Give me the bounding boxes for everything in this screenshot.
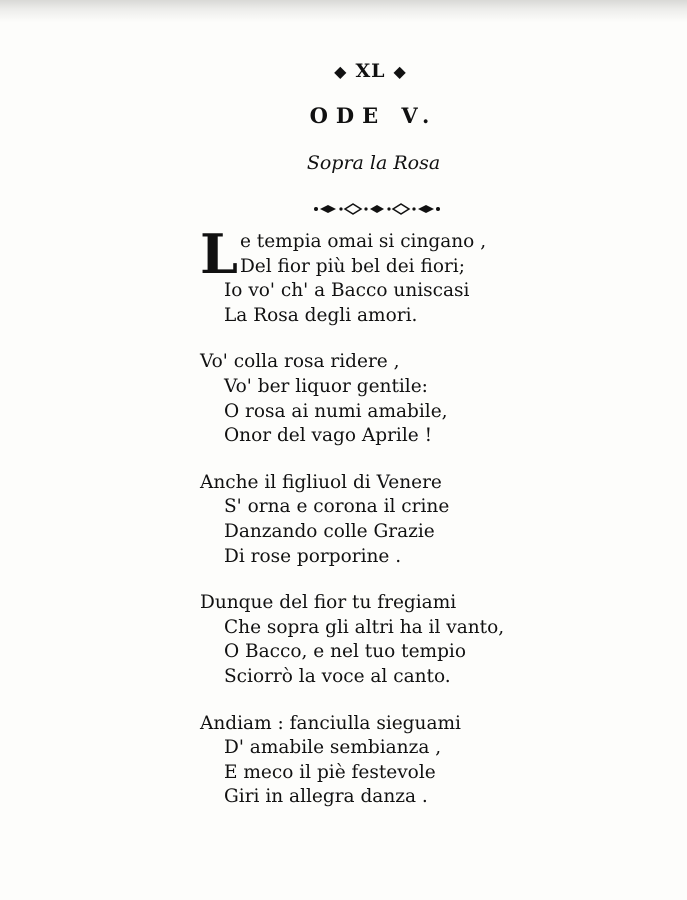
right-diamond-ornament-icon: ◆ bbox=[393, 61, 407, 81]
poem-line: E meco il piè festevole bbox=[224, 761, 436, 783]
stanza-3 bbox=[200, 471, 600, 569]
stanza-2 bbox=[200, 350, 600, 448]
page-edge-shading bbox=[0, 0, 687, 22]
stanza-1 bbox=[200, 222, 600, 328]
poem-body bbox=[200, 222, 600, 832]
poem-line: O Bacco, e nel tuo tempio bbox=[224, 641, 466, 663]
poem-line: O rosa ai numi amabile, bbox=[224, 400, 448, 422]
poem-line: Che sopra gli altri ha il vanto, bbox=[224, 616, 505, 638]
poem-line: Vo' colla rosa ridere , bbox=[200, 351, 400, 373]
poem-line: Vo' ber liquor gentile: bbox=[224, 375, 428, 397]
poem-line: Danzando colle Grazie bbox=[224, 520, 435, 542]
page-number-line bbox=[27, 60, 687, 82]
poem-line: Sciorrò la voce al canto. bbox=[224, 665, 451, 687]
stanza-4 bbox=[200, 591, 600, 689]
poem-line: D' amabile sembianza , bbox=[224, 737, 442, 759]
poem-line: Io vo' ch' a Bacco uniscasi bbox=[224, 280, 470, 302]
ode-subtitle: Sopra la Rosa bbox=[306, 152, 441, 174]
scroll-divider-icon bbox=[312, 201, 442, 217]
poem-line: Dunque del fior tu fregiami bbox=[200, 592, 457, 614]
poem-line: e tempia omai si cingano , bbox=[239, 231, 487, 252]
stanza-5 bbox=[200, 712, 600, 810]
poem-line: Andiam : fanciulla sieguami bbox=[200, 712, 461, 734]
poem-line: La Rosa degli amori. bbox=[224, 304, 418, 326]
poem-line: Giri in allegra danza . bbox=[224, 786, 428, 808]
left-diamond-ornament-icon: ◆ bbox=[334, 61, 348, 81]
poem-line: Del fior più bel dei fiori; bbox=[239, 255, 465, 277]
ode-title: ODE V. bbox=[309, 103, 438, 128]
poem-line: S' orna e corona il crine bbox=[224, 496, 450, 518]
page-number: XL bbox=[355, 60, 386, 82]
poem-line: Anche il figliuol di Venere bbox=[200, 471, 442, 493]
poem-line: Onor del vago Aprile ! bbox=[224, 425, 433, 447]
drop-cap: L bbox=[200, 222, 238, 286]
poem-line: Di rose porporine . bbox=[224, 545, 402, 567]
